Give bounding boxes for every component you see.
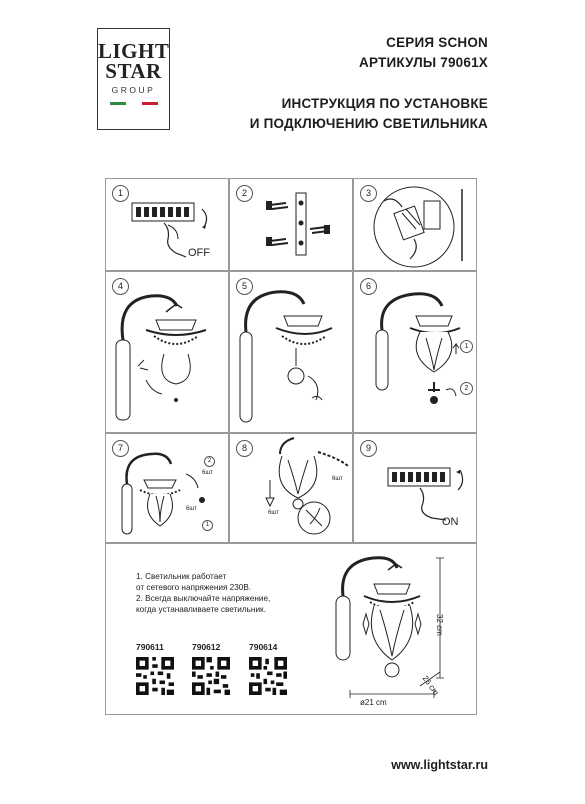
sub-step-2: 2 (460, 382, 473, 395)
step-number: 5 (236, 278, 253, 295)
step-number: 2 (236, 185, 253, 202)
note-line-1: 1. Светильник работает (136, 572, 227, 581)
step-4-panel (105, 271, 229, 433)
note-line-2: от сетевого напряжения 230В. (136, 583, 252, 592)
qr-code-icon (192, 657, 230, 695)
wire-connection-illustration (354, 179, 478, 272)
off-label: OFF (188, 247, 210, 259)
articles-title: АРТИКУЛЫ 79061X (359, 55, 488, 70)
step-number: 9 (360, 440, 377, 457)
install-bulb-illustration (230, 272, 354, 434)
height-dimension: 32 cm (435, 614, 444, 636)
sub-step-2: 2 (204, 456, 215, 467)
depth-dimension: 26 cm (420, 674, 441, 698)
website-url[interactable]: www.lightstar.ru (391, 758, 488, 772)
sub-step-1: 1 (460, 340, 473, 353)
brand-line-2: STAR (105, 59, 162, 83)
fixture-dimensions-drawing (316, 544, 476, 716)
qr-code-icon (136, 657, 174, 695)
sub-step-1: 1 (202, 520, 213, 531)
brand-line-1: LIGHT (98, 39, 170, 63)
diameter-dimension: ø21 cm (360, 698, 387, 707)
quantity-label: 6шт (268, 510, 279, 516)
qr-code-icon (249, 657, 287, 695)
instruction-title-line-2: И ПОДКЛЮЧЕНИЮ СВЕТИЛЬНИКА (249, 116, 488, 131)
step-number: 4 (112, 278, 129, 295)
on-label: ON (442, 516, 459, 528)
mounting-bracket-illustration (230, 179, 354, 272)
step-1-panel (105, 178, 229, 271)
mount-fixture-illustration (106, 272, 230, 434)
breaker-on-illustration (354, 434, 478, 544)
attach-beads-illustration (230, 434, 354, 544)
note-line-4: когда устанавливаете светильник. (136, 605, 266, 614)
series-title: СЕРИЯ SCHON (386, 35, 488, 50)
article-code: 790612 (192, 642, 221, 652)
step-7-panel (105, 433, 229, 543)
step-number: 1 (112, 185, 129, 202)
step-3-panel (353, 178, 477, 271)
quantity-label: 6шт (332, 476, 343, 482)
quantity-label: 6шт (186, 506, 197, 512)
step-5-panel (229, 271, 353, 433)
step-number: 8 (236, 440, 253, 457)
article-code: 790614 (249, 642, 278, 652)
step-9-panel (353, 433, 477, 543)
brand-line-3: GROUP (111, 85, 156, 95)
specs-panel (105, 543, 477, 715)
italian-flag-icon (110, 102, 158, 105)
note-line-3: 2. Всегда выключайте напряжение, (136, 594, 271, 603)
step-2-panel (229, 178, 353, 271)
instruction-title-line-1: ИНСТРУКЦИЯ ПО УСТАНОВКЕ (281, 96, 488, 111)
breaker-off-illustration (106, 179, 230, 272)
step-8-panel (229, 433, 353, 543)
quantity-label: 6шт (202, 470, 213, 476)
step-number: 7 (112, 440, 129, 457)
step-number: 6 (360, 278, 377, 295)
attach-shade-illustration (354, 272, 478, 434)
step-6-panel (353, 271, 477, 433)
article-code: 790611 (136, 642, 164, 652)
step-number: 3 (360, 185, 377, 202)
brand-logo (97, 28, 170, 130)
